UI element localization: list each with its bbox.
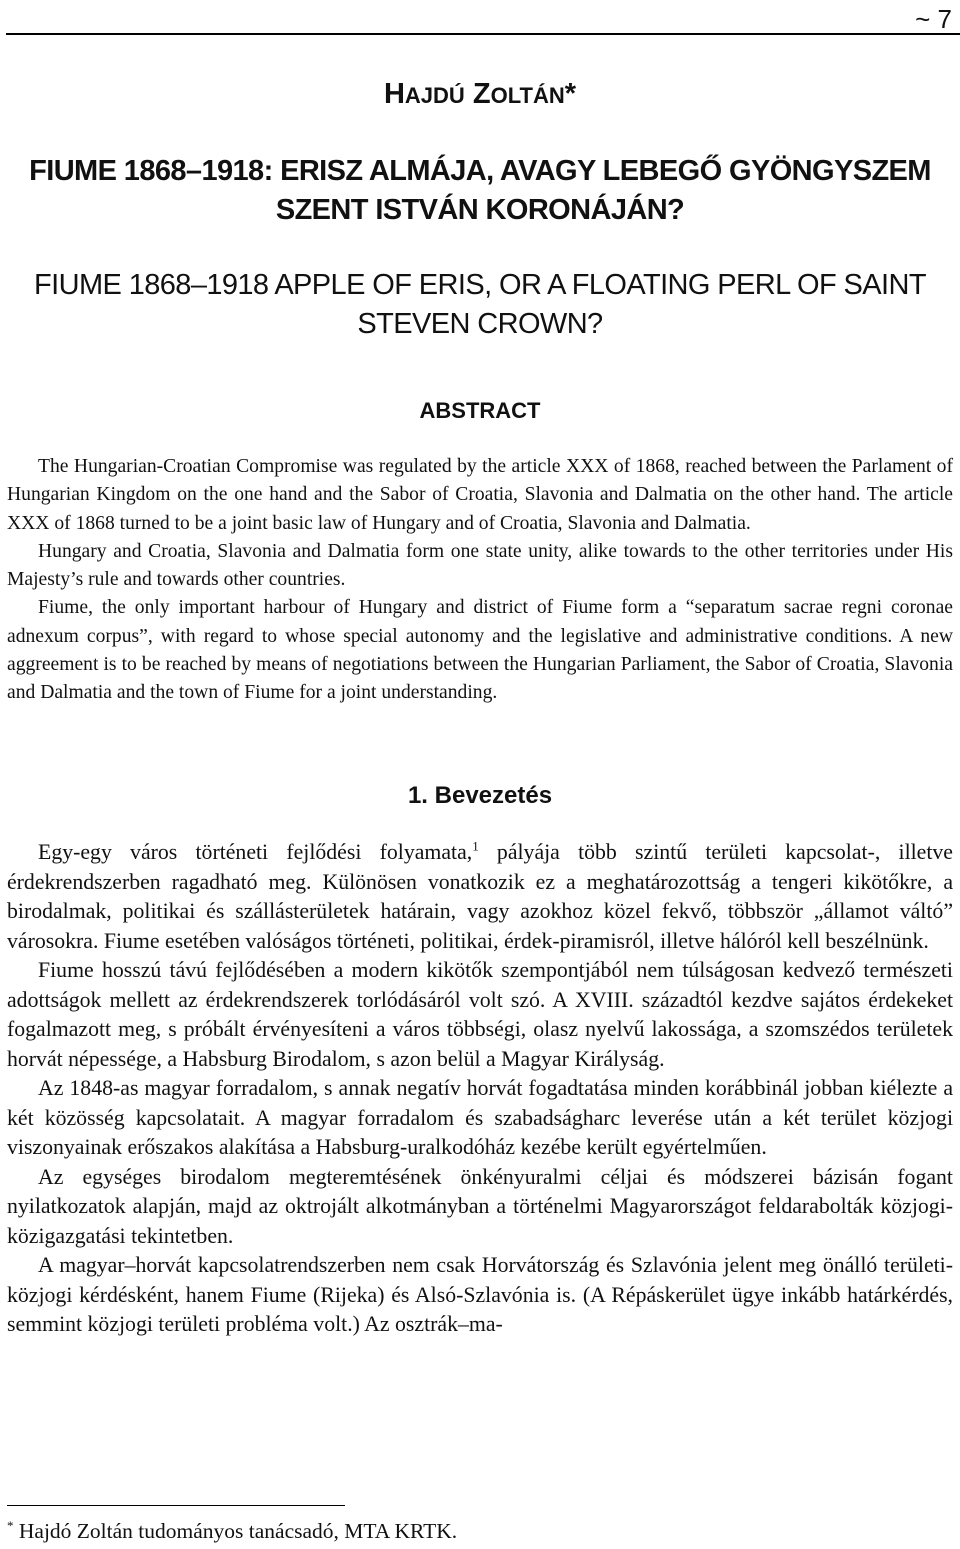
title-hungarian-line: FIUME 1868–1918: ERISZ ALMÁJA, AVAGY LEBEGŐ GYÖNGYSZEM (29, 155, 931, 187)
section-heading: 1. Bevezetés (407, 782, 553, 809)
body-paragraph: A magyar–horvát kapcsolatrendszerben nem csak Horvátország és Szlavónia jelent meg önálló területi-közjogi kérdésként, hanem Fiume (Rijeka) és Alsó-Szlavónia is. (A Répáskerület ügye inkább határkérdés, semmint közjogi területi probléma volt.) Az osztrák–ma- (7, 1253, 953, 1336)
footnote-reference: 1 (472, 838, 479, 854)
title-english (20, 266, 940, 344)
abstract-paragraph: The Hungarian-Croatian Compromise was regulated by the article XXX of 1868, reached between the Parlament of Hungarian Kingdom on the one hand and the Sabor of Croatia, Slavonia and Dalmatia on the other hand. The article XXX of 1868 turned to be a joint basic law of Hungary and of Croatia, Slavonia and Dalmatia. (7, 456, 953, 534)
body-paragraph: Az 1848-as magyar forradalom, s annak negatív horvát fogadtatása minden korábbinál jobban kiélezte a két közösség kapcsolatait. A magyar forradalom és szabadságharc leverése után a két terület közjogi viszonyainak erőszakos alakítása a Habsburg-uralkodóház kezébe került egyértelműen. (7, 1076, 953, 1159)
abstract-text (7, 453, 953, 708)
title-english-line: STEVEN CROWN? (357, 308, 603, 340)
header-rule (6, 33, 960, 35)
body-text (7, 838, 953, 1340)
abstract-paragraph: Fiume, the only important harbour of Hungary and district of Fiume form a “separatum sacrae regni coronae adnexum corpus”, with regard to whose special autonomy and the legislative and administrative conditions. A new aggreement is to be reached by means of negotiations between the Hungarian Parliament, the Sabor of Croatia, Slavonia and Dalmatia and the town of Fiume for a joint understanding. (7, 597, 953, 704)
title-hungarian-line: SZENT ISTVÁN KORONÁJÁN? (275, 194, 685, 226)
body-paragraph: Fiume hosszú távú fejlődésében a modern kikötők szempontjából nem túlságosan kedvező természeti adottságok mellett az érdekrendszerek torlódásáról volt szó. A XVIII. századtól kezdve sajátos érdekeket fogalmazott meg, s próbált érvényesíteni a város többségi, olasz nyelvű lakossága, a szomszédos területek horvát népessége, a Habsburg Birodalom, s azon belül a Magyar Királyság. (7, 958, 953, 1071)
title-hungarian (20, 152, 940, 230)
author-name: HAJDÚ ZOLTÁN* (383, 78, 577, 110)
author-footnote-mark: * (564, 78, 577, 110)
footnote-mark: * (7, 1517, 14, 1533)
page-number: ~ 7 (915, 4, 952, 34)
footnote-rule (7, 1505, 345, 1506)
title-english-line: FIUME 1868–1918 APPLE OF ERIS, OR A FLOATING PERL OF SAINT (34, 269, 926, 301)
body-paragraph: Az egységes birodalom megteremtésének önkényuralmi céljai és módszerei bázisán fogant nyilatkozatok alapján, majd az oktrojált alkotmányban a történelmi Magyarországot feldarabolták közjogi-közigazgatási tekintetben. (7, 1164, 953, 1248)
footnote (7, 1519, 457, 1544)
footnote-text: Hajdó Zoltán tudományos tanácsadó, MTA KRTK. (13, 1519, 458, 1543)
abstract-heading: ABSTRACT (419, 398, 541, 423)
body-paragraph: Egy-egy város történeti fejlődési folyamata,$^1$ pályája több szintű területi kapcsolat-, illetve érdekrendszerben ragadható meg. Különösen vonatkozik ez a meghatározottság a tengeri kikötőkre, a birodalmak, politikai és szállásterületek határain, vagy azokhoz közel fekvő, többször „államot váltó” városokra. Fiume esetében valóságos történeti, politikai, érdek-piramisról, illetve hálóról kell beszélnünk. (7, 838, 953, 953)
abstract-paragraph: Hungary and Croatia, Slavonia and Dalmatia form one state unity, alike towards to the other territories under His Majesty’s rule and towards other countries. (7, 540, 953, 591)
